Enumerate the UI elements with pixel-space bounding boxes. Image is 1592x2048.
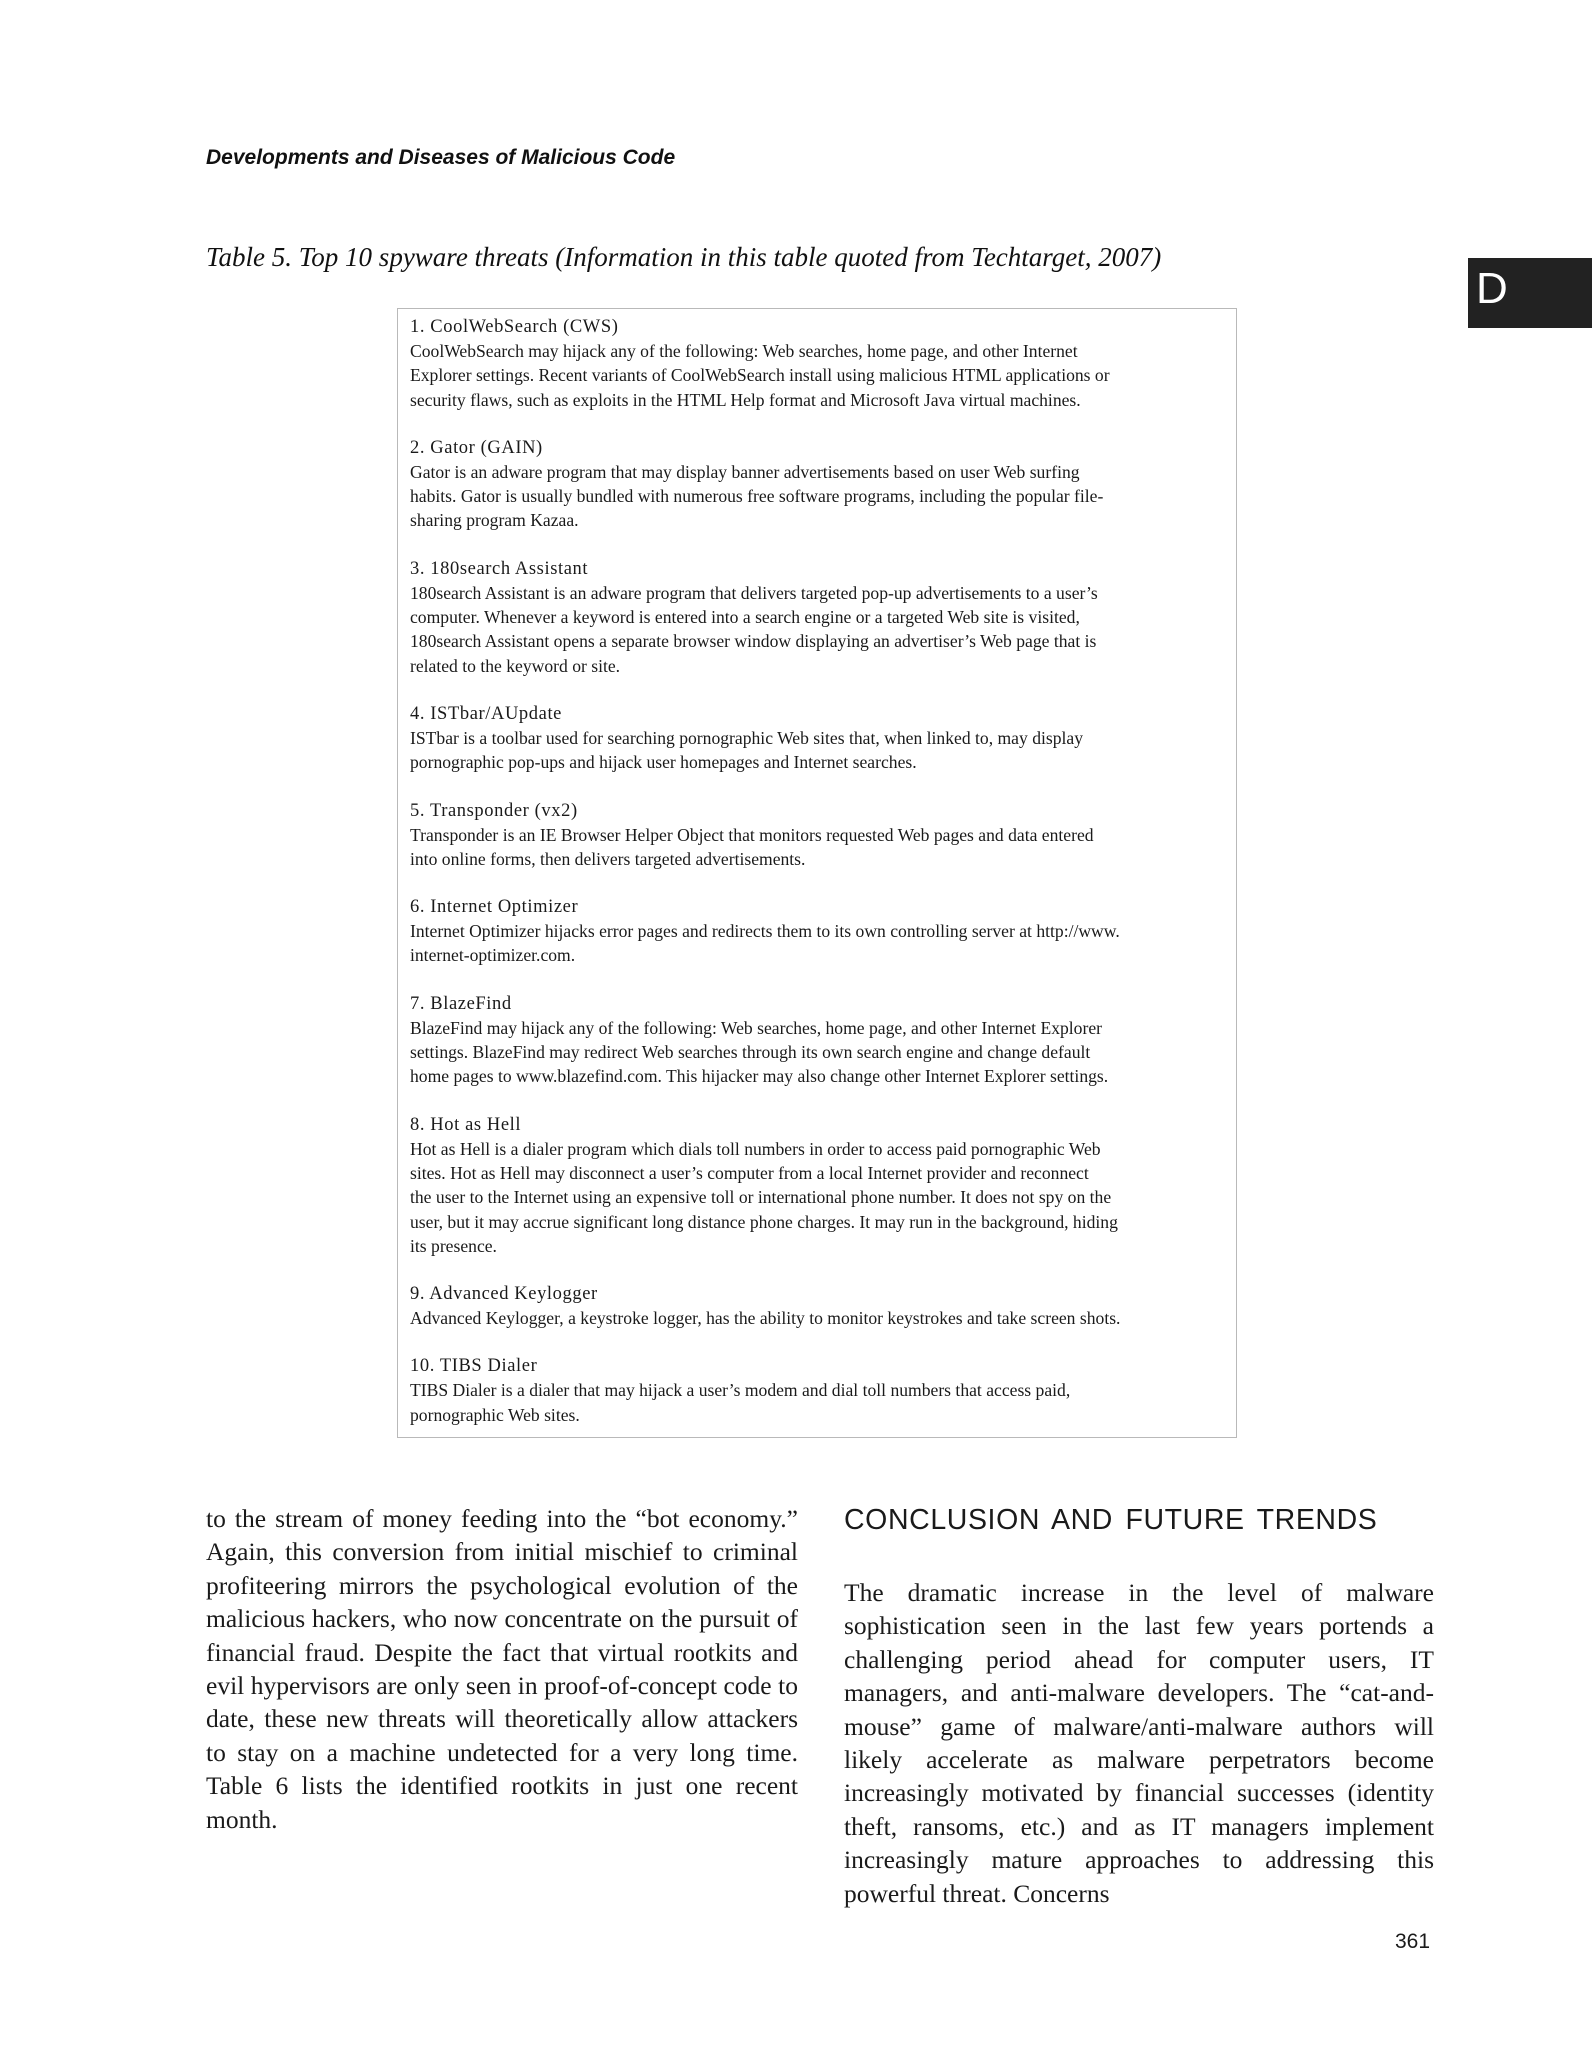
section-heading: CONCLUSION AND FUTURE TRENDS: [844, 1504, 1378, 1536]
entry-description-line: BlazeFind may hijack any of the following: Web searches, home page, and other Internet Explorer: [410, 1017, 1103, 1038]
entry-description-line: pornographic pop-ups and hijack user homepages and Internet searches.: [410, 752, 917, 773]
entry-title: 7. BlazeFind: [410, 993, 512, 1014]
entry-title: 4. ISTbar/AUpdate: [410, 703, 562, 724]
entry-description-line: sharing program Kazaa.: [410, 510, 579, 531]
table-entry: [410, 702, 1224, 775]
table-entry: [410, 895, 1224, 968]
right-column: [844, 1502, 1434, 1910]
entry-description-line: related to the keyword or site.: [410, 655, 621, 676]
entry-description-line: Transponder is an IE Browser Helper Object that monitors requested Web pages and data entered: [410, 824, 1094, 845]
table-entry: [410, 1282, 1224, 1330]
entry-description-line: CoolWebSearch may hijack any of the following: Web searches, home page, and other Internet: [410, 341, 1078, 361]
entry-description-line: internet-optimizer.com.: [410, 945, 576, 966]
spyware-table: [397, 308, 1237, 1438]
entry-description-line: 180search Assistant opens a separate browser window displaying an advertiser’s Web page that is: [410, 631, 1097, 652]
entry-description-line: settings. BlazeFind may redirect Web searches through its own search engine and change default: [410, 1042, 1091, 1063]
page-number: 361: [1395, 1930, 1431, 1953]
entry-title: 8. Hot as Hell: [410, 1114, 522, 1135]
table-entry: [410, 992, 1224, 1089]
entry-description-line: computer. Whenever a keyword is entered into a search engine or a targeted Web site is visited,: [410, 607, 1080, 628]
table-entry: [410, 315, 1224, 412]
entry-title: 1. CoolWebSearch (CWS): [410, 317, 619, 337]
entry-title: 10. TIBS Dialer: [410, 1356, 538, 1377]
entry-title: 5. Transponder (vx2): [410, 800, 578, 821]
entry-description-line: its presence.: [410, 1235, 497, 1256]
entry-description-line: the user to the Internet using an expensive toll or international phone number. It does not spy on the: [410, 1187, 1112, 1208]
table-entry: [410, 799, 1224, 872]
right-column-paragraph: The dramatic increase in the level of malware sophistication seen in the last few years portends a challenging period ahead for computer users, IT managers, and anti-malware developers. The “cat-and-mouse” game of malware/anti-malware authors will likely accelerate as malware perpetrators become increasingly motivated by financial successes (identity theft, ransoms, etc.) and as IT managers implement increasingly mature approaches to addressing this powerful threat. Concerns: [844, 1578, 1434, 1908]
entry-description-line: habits. Gator is usually bundled with numerous free software programs, including the popular file-: [410, 486, 1104, 507]
entry-description-line: Hot as Hell is a dialer program which dials toll numbers in order to access paid pornographic Web: [410, 1138, 1101, 1159]
entry-description-line: 180search Assistant is an adware program that delivers targeted pop-up advertisements to a user’s: [410, 582, 1098, 603]
entry-description-line: home pages to www.blazefind.com. This hijacker may also change other Internet Explorer settings.: [410, 1066, 1109, 1087]
entry-title: 6. Internet Optimizer: [410, 897, 579, 918]
entry-title: 3. 180search Assistant: [410, 558, 589, 579]
entry-description-line: into online forms, then delivers targeted advertisements.: [410, 848, 806, 869]
table-entry: [410, 436, 1224, 533]
table-entry: [410, 557, 1224, 678]
entry-description-line: Internet Optimizer hijacks error pages and redirects them to its own controlling server at http://www.: [410, 921, 1120, 942]
entry-description-line: ISTbar is a toolbar used for searching pornographic Web sites that, when linked to, may display: [410, 727, 1084, 748]
section-tab: D: [1468, 258, 1592, 328]
table-entry: [410, 1113, 1224, 1258]
left-column-paragraph: to the stream of money feeding into the “bot economy.” Again, this conversion from initial mischief to criminal profiteering mirrors the psychological evolution of the malicious hackers, who now concentrate on the pursuit of financial fraud. Despite the fact that virtual rootkits and evil hypervisors are only seen in proof-of-concept code to date, these new threats will theoretically allow attackers to stay on a machine undetected for a very long time. Table 6 lists the identified rootkits in just one recent month.: [206, 1504, 798, 1834]
entry-description-line: TIBS Dialer is a dialer that may hijack a user’s modem and dial toll numbers that access paid,: [410, 1380, 1071, 1401]
table-entry: [410, 1354, 1224, 1427]
table-caption: Table 5. Top 10 spyware threats (Information in this table quoted from Techtarget, 2007): [206, 242, 1162, 272]
entry-description-line: Explorer settings. Recent variants of CoolWebSearch install using malicious HTML applications or: [410, 365, 1110, 386]
entry-description-line: sites. Hot as Hell may disconnect a user’s computer from a local Internet provider and reconnect: [410, 1162, 1089, 1183]
entry-description-line: Advanced Keylogger, a keystroke logger, has the ability to monitor keystrokes and take screen shots.: [410, 1308, 1121, 1329]
entry-description-line: pornographic Web sites.: [410, 1404, 580, 1425]
entry-description-line: security flaws, such as exploits in the HTML Help format and Microsoft Java virtual machines.: [410, 389, 1081, 410]
entry-title: 2. Gator (GAIN): [410, 437, 543, 458]
entry-description-line: Gator is an adware program that may display banner advertisements based on user Web surfing: [410, 461, 1080, 482]
entry-description-line: user, but it may accrue significant long distance phone charges. It may run in the background, hiding: [410, 1211, 1118, 1232]
running-head: Developments and Diseases of Malicious Code: [206, 146, 676, 169]
entry-title: 9. Advanced Keylogger: [410, 1284, 598, 1305]
